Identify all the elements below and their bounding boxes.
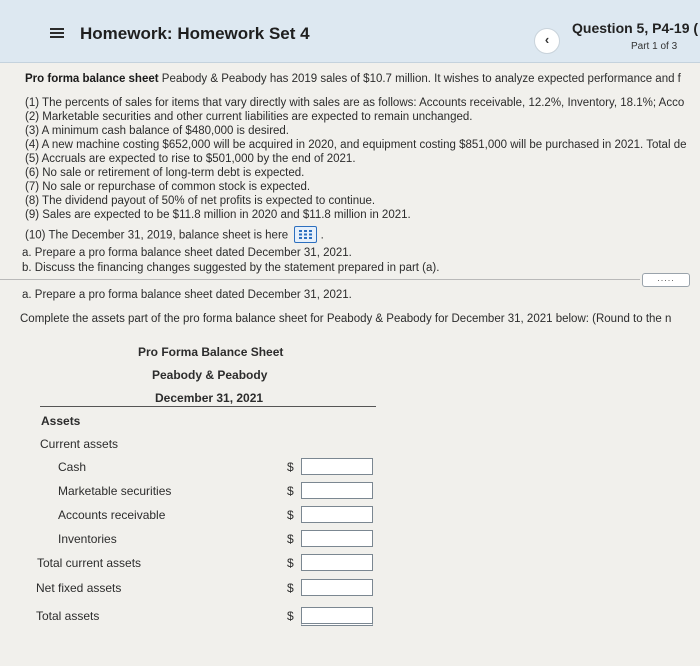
problem-item-3: (3) A minimum cash balance of $480,000 is desired. [25, 125, 290, 137]
total-assets-input[interactable] [301, 607, 373, 626]
currency-symbol: $ [287, 508, 294, 522]
row-label-accounts-receivable: Accounts receivable [58, 508, 166, 522]
problem-title: Pro forma balance sheet [25, 73, 159, 85]
currency-symbol: $ [287, 556, 294, 570]
row-label-net-fixed-assets: Net fixed assets [36, 581, 122, 595]
problem-item-9: (9) Sales are expected to be $11.8 million in 2020 and $11.8 million in 2021. [25, 209, 411, 221]
problem-item-10: (10) The December 31, 2019, balance sheet is here . [25, 227, 324, 244]
menu-icon[interactable] [50, 28, 64, 38]
task-a: a. Prepare a pro forma balance sheet dated December 31, 2021. [22, 247, 352, 259]
net-fixed-assets-input[interactable] [301, 579, 373, 596]
question-content [0, 63, 700, 666]
marketable-securities-input[interactable] [301, 482, 373, 499]
problem-item-7: (7) No sale or repurchase of common stock is expected. [25, 181, 311, 193]
problem-item-10-text: (10) The December 31, 2019, balance sheet is here [25, 229, 289, 242]
problem-item-4: (4) A new machine costing $652,000 will be acquired in 2020, and equipment costing $851,000 will be purchased in 2021. Total de [25, 139, 687, 151]
part-a-instruction: Complete the assets part of the pro forma balance sheet for Peabody & Peabody for December 31, 2021 below: (Round to the n [20, 313, 672, 325]
top-bar [0, 0, 700, 63]
task-b: b. Discuss the financing changes suggested by the statement prepared in part (a). [22, 262, 440, 274]
row-label-cash: Cash [58, 460, 87, 474]
problem-item-8: (8) The dividend payout of 50% of net profits is expected to continue. [25, 195, 376, 207]
row-label-total-current-assets: Total current assets [37, 556, 142, 570]
cash-input[interactable] [301, 458, 373, 475]
problem-intro-text: Peabody & Peabody has 2019 sales of $10.7 million. It wishes to analyze expected performance and f [161, 73, 681, 85]
total-current-assets-input[interactable] [301, 554, 373, 571]
problem-item-5: (5) Accruals are expected to rise to $501,000 by the end of 2021. [25, 153, 356, 165]
problem-item-6: (6) No sale or retirement of long-term debt is expected. [25, 167, 305, 179]
currency-symbol: $ [287, 460, 294, 474]
problem-intro [25, 73, 681, 85]
accounts-receivable-input[interactable] [301, 506, 373, 523]
part-a-heading: a. Prepare a pro forma balance sheet dated December 31, 2021. [22, 289, 352, 301]
homework-prefix: Homework: [80, 24, 173, 43]
inventories-input[interactable] [301, 530, 373, 547]
currency-symbol: $ [287, 581, 294, 595]
currency-symbol: $ [287, 609, 294, 623]
row-label-inventories: Inventories [58, 532, 117, 546]
problem-item-1: (1) The percents of sales for items that vary directly with sales are as follows: Accounts receivable, 12.2%, Inventory, 18.1%; Acco [25, 97, 685, 109]
question-title: Question 5, P4-19 ( [572, 20, 699, 36]
currency-symbol: $ [287, 484, 294, 498]
balance-sheet-date: December 31, 2021 [155, 391, 264, 405]
balance-sheet-company: Peabody & Peabody [152, 368, 268, 382]
currency-symbol: $ [287, 532, 294, 546]
row-label-marketable-securities: Marketable securities [58, 484, 172, 498]
expand-collapse-button[interactable]: ..... [642, 273, 690, 287]
homework-name: Homework Set 4 [177, 24, 310, 43]
section-divider [0, 279, 640, 280]
balance-sheet-title: Pro Forma Balance Sheet [138, 345, 284, 359]
problem-item-2: (2) Marketable securities and other current liabilities are expected to remain unchanged. [25, 111, 473, 123]
part-indicator: Part 1 of 3 [631, 41, 678, 52]
header-rule [40, 406, 376, 407]
row-label-total-assets: Total assets [36, 609, 100, 623]
current-assets-heading: Current assets [40, 437, 119, 451]
assets-heading: Assets [41, 414, 81, 428]
homework-title [80, 24, 310, 44]
previous-question-button[interactable]: ‹ [534, 28, 560, 54]
balance-sheet-data-icon[interactable] [294, 226, 317, 243]
